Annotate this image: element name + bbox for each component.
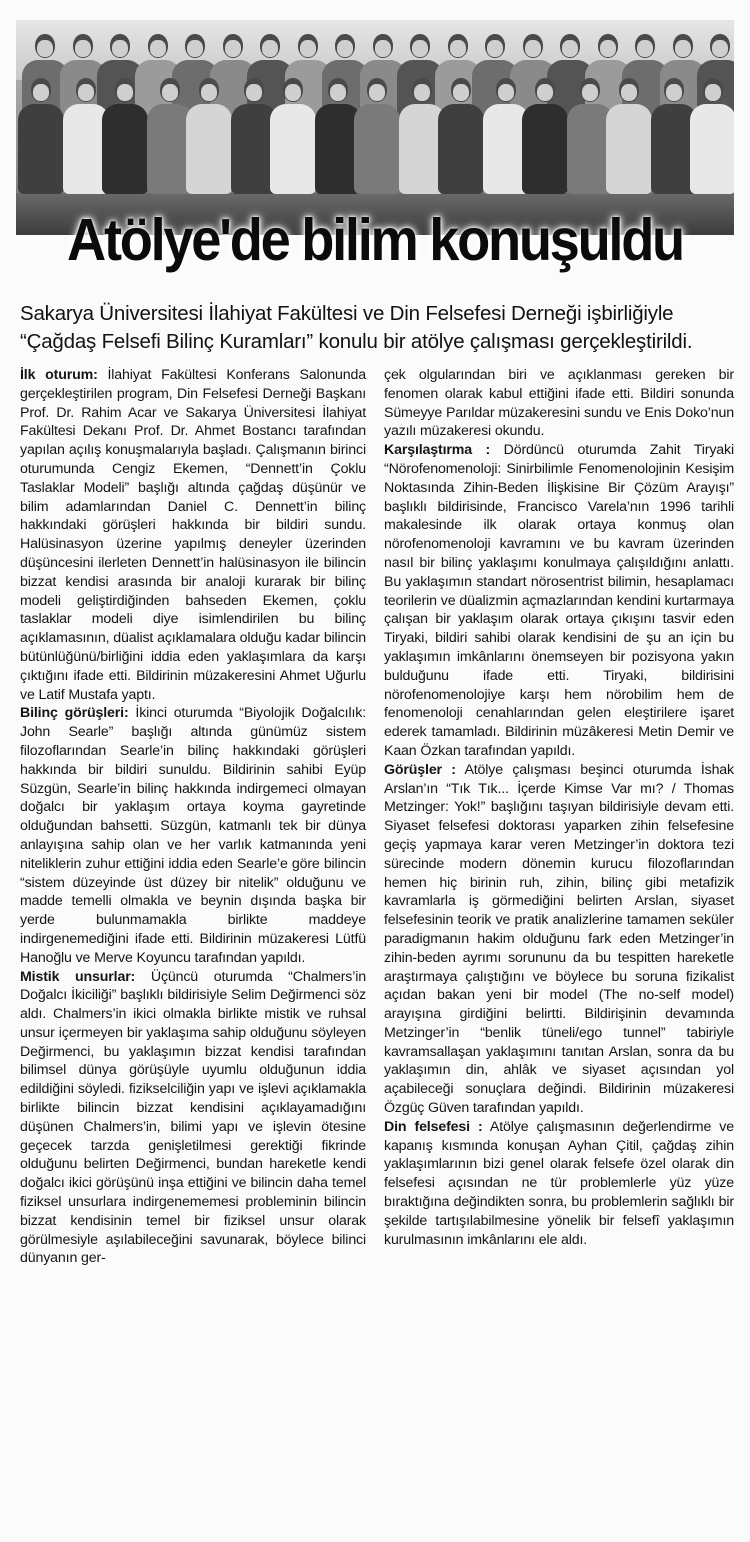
paragraph-lead: Görüşler : — [384, 761, 456, 778]
deck-line: “Çağdaş Felsefi Bilinç Kuramları” konulu bir atölye çalışması gerçekleştirildi. — [20, 330, 693, 353]
paragraph-lead: Mistik unsurlar: — [20, 968, 136, 985]
paragraph-text: çek olgularından biri ve açıklanması gereken bir fenomen olarak kabul ettiğini ifade etti. Bildiri sonunda Sümeyye Parıldar müzakeresini sundu ve Enis Doko’nun yazılı müzakeresi okundu. — [384, 367, 734, 440]
right-column — [384, 366, 734, 1249]
paragraph-text: İkinci oturumda “Biyolojik Doğalcılık: John Searle” başlığı altında günümüz sistem filozoflarından Searle’in bilinç hakkındaki görüşleri hakkında bir bildiri sunuldu. Bildirinin sahibi Eyüp Süzgün, Searle’in bilinç hakkında indirgemeci olmayan doğalcı bir yaklaşım ortaya koyma gayretinde olduğundan bahsetti. Süzgün, katmanlı tek bir dünya anlayışına sahip olan ve her varlık katmanında yeni niteliklerin zuhur ettiğini iddia eden Searle’e göre bilincin “sistem düzeyinde üst düzey bir nitelik” olduğunu ve madde temelli olmakla ve beynin dışında başka bir yerde bulunmamakla birlikte maddeye indirgenemediğini ifade etti. Bildirinin müzakeresi Lütfü Hanoğlu ve Merve Koyuncu tarafından yapıldı. — [20, 705, 367, 966]
article-paragraph — [384, 761, 734, 1118]
headline: Atölye'de bilim konuşuldu — [67, 207, 683, 273]
article-paragraph — [384, 366, 734, 441]
paragraph-text: Atölye çalışması beşinci oturumda İshak Arslan’ın “Tık Tık... İçerde Kimse Var mı? / Thomas Metzinger: Yok!” başlığını taşıyan bildirisiyle devam etti. Siyaset felsefesi doktorası yaparken zihin felsefesine geçiş yapmaya karar veren Metzinger’in doktora tezi sürecinde modern dönemin kurucu filozoflarından hemen hiç birinin ruh, zihin, bilinç gibi metafizik kavramlarla iş görmediğini belirten Arslan, siyaset felsefesinin teorik ve pratik analizlerine tamamen seküler paradigmanın hakim olduğunu fark eden Metzinger’in zihin-beden ayrımı sorununu da bu tespitten hareketle araştırmaya çalıştığını ve böylece bu soruna fizikalist açıdan bakan yeni bir model (The no-self model) arayışına girdiğini belirtti. Bildirişinin devamında Metzinger’in “benlik tüneli/ego tunnel” tabiriyle kavramsallaşan yaklaşımını tanıtan Arslan, sonra da bu yaklaşımın din, ahlâk ve siyaset açısından yol açabileceği sonuçlara değindi. Bildirinin müzakeresi Özgüç Güven tarafından yapıldı. — [384, 761, 734, 1117]
intro-deck — [20, 300, 732, 356]
paragraph-lead: Bilinç görüşleri: — [20, 705, 129, 722]
article-paragraph — [20, 366, 366, 704]
paragraph-text: Üçüncü oturumda “Chalmers’in Doğalcı İkiciliği” başlıklı bildirisiyle Selim Değirmenci söz aldı. Chalmers’in ikici olmakla birlikte mistik ve ruhsal unsur içermeyen bir yaklaşıma sahip olduğunu söyleyen Değirmenci, bu yaklaşımın bizzat kendisi tarafından bilimsel dünya görüşüyle uyumlu olduğunun iddia edildiğini söyledi. fizikselciliğin yapı ve işlevi açıklamakla birlikte bilincin bizzat kendisini açıklayamadığını düşünen Chalmers’in, bilimi yapı ve işlevin ötesine geçecek tarzda genişletilmesi gerektiği fikrinde olduğunu belirten Değirmenci, bundan hareketle kendi doğalcı ikici görüşünü inşa ettiğini ve bilincin daha temel fiziksel unsurlara indirgenememesi probleminin bilincin bizzat kendisinin temel bir fiziksel unsur olarak görülmesiyle aşılabileceğini savunarak, böylece bilinci dünyanın ger- — [20, 968, 366, 1267]
paragraph-text: Atölye çalışmasının değerlendirme ve kapanış kısmında konuşan Ayhan Çitil, çağdaş zihin yaklaşımlarının bizi genel olarak felsefe özel olarak din felsefesi açısından ne tür problemlerle yüz yüze bıraktığına değindikten sonra, bu problemlerin sağlıklı bir şekilde tartışılabilmesine yönelik bir felsefî yaklaşımın kurulmasının imkânlarını ele aldı. — [384, 1118, 734, 1248]
paragraph-text: Dördüncü oturumda Zahit Tiryaki “Nörofenomenoloji: Sinirbilimle Fenomenolojinin Kesişim Noktasında Zihin-Beden İlişkisine Bir Çözüm Arayışı” başlıklı bildirisinde, Francisco Varela’nın 1996 tarihli makalesinde ilk olarak ortaya konmuş olan nörofenomenoloji kavramını ve bu kavram üzerinden nasıl bir bilinç yaklaşımı konulmaya çalışıldığını anlattı. Bu yaklaşımın standart nörosentrist bilimin, hesaplamacı teorilerin ve düalizmin açmazlarından kendini kurtarmaya çalışan bir yaklaşım olarak ortaya çıkışını tasvir eden Tiryaki, bildiri sahibi olarak kendisini de şu an için bu yaklaşımın imkânlarını önemseyen bir pozisyona yakın bulduğunu ifade etti. Tiryaki, bildirisini nörofenomenolojiye karşı hem nörobilim hem de fenomenoloji cenahlarından gelen eleştirilere işaret ederek tamamladı. Bildirinin müzâkeresi Metin Demir ve Kaan Özkan tarafından yapıldı. — [384, 442, 734, 759]
article-paragraph — [384, 1118, 734, 1250]
article-paragraph — [384, 441, 734, 761]
deck-line: Sakarya Üniversitesi İlahiyat Fakültesi ve Din Felsefesi Derneği işbirliğiyle — [20, 302, 674, 325]
paragraph-text: İlahiyat Fakültesi Konferans Salonunda gerçekleştirilen program, Din Felsefesi Derneği Başkanı Prof. Dr. Rahim Acar ve Sakarya Üniversitesi İlahiyat Fakültesi Dekanı Prof. Dr. Ahmet Bostancı tarafından yapılan açılış konuşmalarıyla başladı. Çalışmanın birinci oturumunda Cengiz Ekemen, “Dennett’in Çoklu Taslaklar Modeli” başlığı altında çağdaş düşünür ve bilim adamlarından Daniel C. Dennett’in bilinç hakkındaki görüşleri hakkında bir bildiri sundu. Halüsinasyon üzerine yapılmış deneyler üzerinden düşüncesini ilerleten Dennett’in halüsinasyon ile bilincin bizzat kendisi arasında bir analoji kurarak bir bilinç modeli geliştirdiğinden bahseden Ekemen, çoklu taslaklar modeli diye isimlendirilen bu bilinç açıklamasının, düalist açıklamalara olduğu kadar bilincin bütünlüğünü/birliğini iddia eden yaklaşımlara da karşı çıktığını ifade etti. Bildirinin müzakeresini Ahmet Uğurlu ve Latif Mustafa yaptı. — [20, 367, 366, 703]
article-paragraph — [20, 968, 366, 1269]
paragraph-lead: Karşılaştırma : — [384, 442, 491, 459]
article-paragraph — [20, 704, 366, 967]
paragraph-lead: Din felsefesi : — [384, 1118, 483, 1135]
left-column — [20, 366, 366, 1268]
paragraph-lead: İlk oturum: — [20, 367, 98, 383]
